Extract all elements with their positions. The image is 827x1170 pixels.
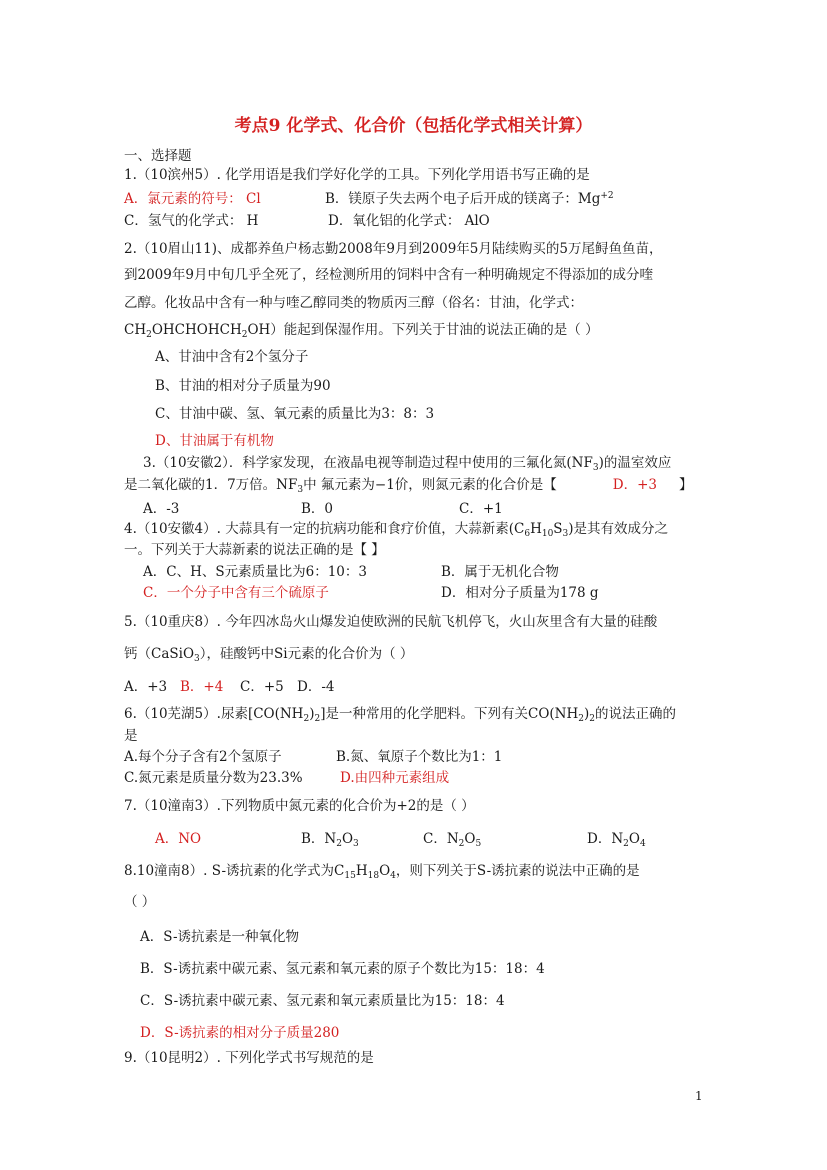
section-heading: 一、选择题 [124, 148, 192, 164]
q2-line4: $CH_2OHCHOHCH_2OH$）能起到保湿作用。下列关于甘油的说法正确的是（ ） [124, 322, 599, 340]
q1-stem: 1.（10滨州5）. 化学用语是我们学好化学的工具。下列化学用语书写正确的是 [124, 167, 590, 183]
q2-option-b: B、甘油的相对分子质量为90 [155, 378, 331, 394]
q4-option-c: C．一个分子中含有三个硫原子 [143, 585, 329, 601]
q3-line2: 是二氧化碳的1．7万倍。$NF_3$中 氟元素为−1价，则氮元素的化合价是【 D．+3 】 [124, 477, 693, 495]
q3-option-a: A．-3 [143, 501, 180, 517]
q4-line2: 一。下列关于大蒜新素的说法正确的是【 】 [124, 542, 385, 558]
q5-option-b: B．+4 [180, 679, 224, 695]
q9-stem: 9.（10昆明2）. 下列化学式书写规范的是 [124, 1050, 374, 1066]
q8-line2: （ ） [124, 894, 156, 910]
q2-line3: 乙醇。化妆品中含有一种与喹乙醇同类的物质丙三醇（俗名：甘油，化学式： [124, 295, 583, 311]
q1-option-c: C．氢气的化学式： H [124, 213, 259, 229]
q7-option-d: D．$N_2O_4$ [587, 831, 646, 849]
q8-line1: 8.10潼南8）. S-诱抗素的化学式为$C_{15}H_{18}O_4$，则下列关于S-诱抗素的说法中正确的是 [124, 863, 640, 881]
q2-option-a: A、甘油中含有2个氢分子 [155, 349, 309, 365]
q7-option-b: B．$N_2O_3$ [301, 831, 359, 849]
q6-option-a: A.每个分子含有2个氢原子 [124, 749, 282, 765]
q1-option-b: B．镁原子失去两个电子后开成的镁离子：$Mg^{+2}$ [325, 191, 614, 207]
q2-line2: 到2009年9月中旬几乎全死了，经检测所用的饲料中含有一种明确规定不得添加的成分喹 [124, 267, 653, 283]
q6-option-d: D.由四种元素组成 [340, 770, 450, 786]
q6-option-b: B.氮、氧原子个数比为1：1 [336, 749, 503, 765]
q6-option-c: C.氮元素是质量分数为23.3% [124, 770, 303, 786]
q2-option-c: C、甘油中碳、氢、氧元素的质量比为3：8：3 [155, 406, 435, 422]
q5-option-a: A．+3 [124, 679, 168, 695]
q4-option-d: D．相对分子质量为178 g [441, 585, 599, 601]
q5-option-c: C．+5 [240, 679, 284, 695]
q3-line1: 3.（10安徽2）．科学家发现，在液晶电视等制造过程中使用的三氟化氮$(NF_3)$的温室效应 [143, 455, 672, 473]
q5-line2: 钙（CaSiO$_3$），硅酸钙中Si元素的化合价为（ ） [124, 646, 414, 664]
q1-option-a: A．氯元素的符号： Cl [124, 191, 261, 207]
q7-option-c: C．$N_2O_5$ [423, 831, 482, 849]
q4-option-b: B．属于无机化合物 [441, 564, 559, 580]
q5-option-d: D．-4 [297, 679, 335, 695]
q2-option-d: D、甘油属于有机物 [155, 433, 274, 449]
q8-option-b: B．S-诱抗素中碳元素、氢元素和氧元素的原子个数比为15：18：4 [140, 961, 545, 977]
page-title: 考点9 化学式、化合价（包括化学式相关计算） [234, 116, 593, 136]
q1-option-d: D．氧化铝的化学式： AlO [328, 213, 490, 229]
q8-option-a: A．S-诱抗素是一种氧化物 [140, 929, 300, 945]
q6-line2: 是 [124, 728, 138, 744]
q3-option-c: C．+1 [459, 501, 503, 517]
q4-line1: 4.（10安徽4）. 大蒜具有一定的抗病功能和食疗价值，大蒜新素$(C_6H_{10}S_3)$是其有效成分之 [124, 521, 669, 539]
q7-option-a: A．NO [155, 831, 202, 847]
q4-option-a: A．C、H、S元素质量比为6：10：3 [143, 564, 367, 580]
page-number: 1 [695, 1089, 703, 1103]
q6-line1: 6.（10芜湖5）.尿素$[CO(NH_2)_2]$是一种常用的化学肥料。下列有关$CO(NH_2)_2$的说法正确的 [124, 706, 676, 724]
q3-option-b: B．0 [301, 501, 334, 517]
q8-option-c: C．S-诱抗素中碳元素、氢元素和氧元素质量比为15：18：4 [140, 993, 505, 1009]
q2-line1: 2.（10眉山11)、成都养鱼户杨志勤2008年9月到2009年5月陆续购买的5万尾鲟鱼鱼苗， [124, 241, 663, 257]
q8-option-d: D．S-诱抗素的相对分子质量280 [140, 1025, 340, 1041]
q5-line1: 5.（10重庆8）. 今年四冰岛火山爆发迫使欧洲的民航飞机停飞，火山灰里含有大量的硅酸 [124, 614, 658, 630]
q7-stem: 7.（10潼南3）.下列物质中氮元素的化合价为+2的是（ ） [124, 798, 475, 814]
